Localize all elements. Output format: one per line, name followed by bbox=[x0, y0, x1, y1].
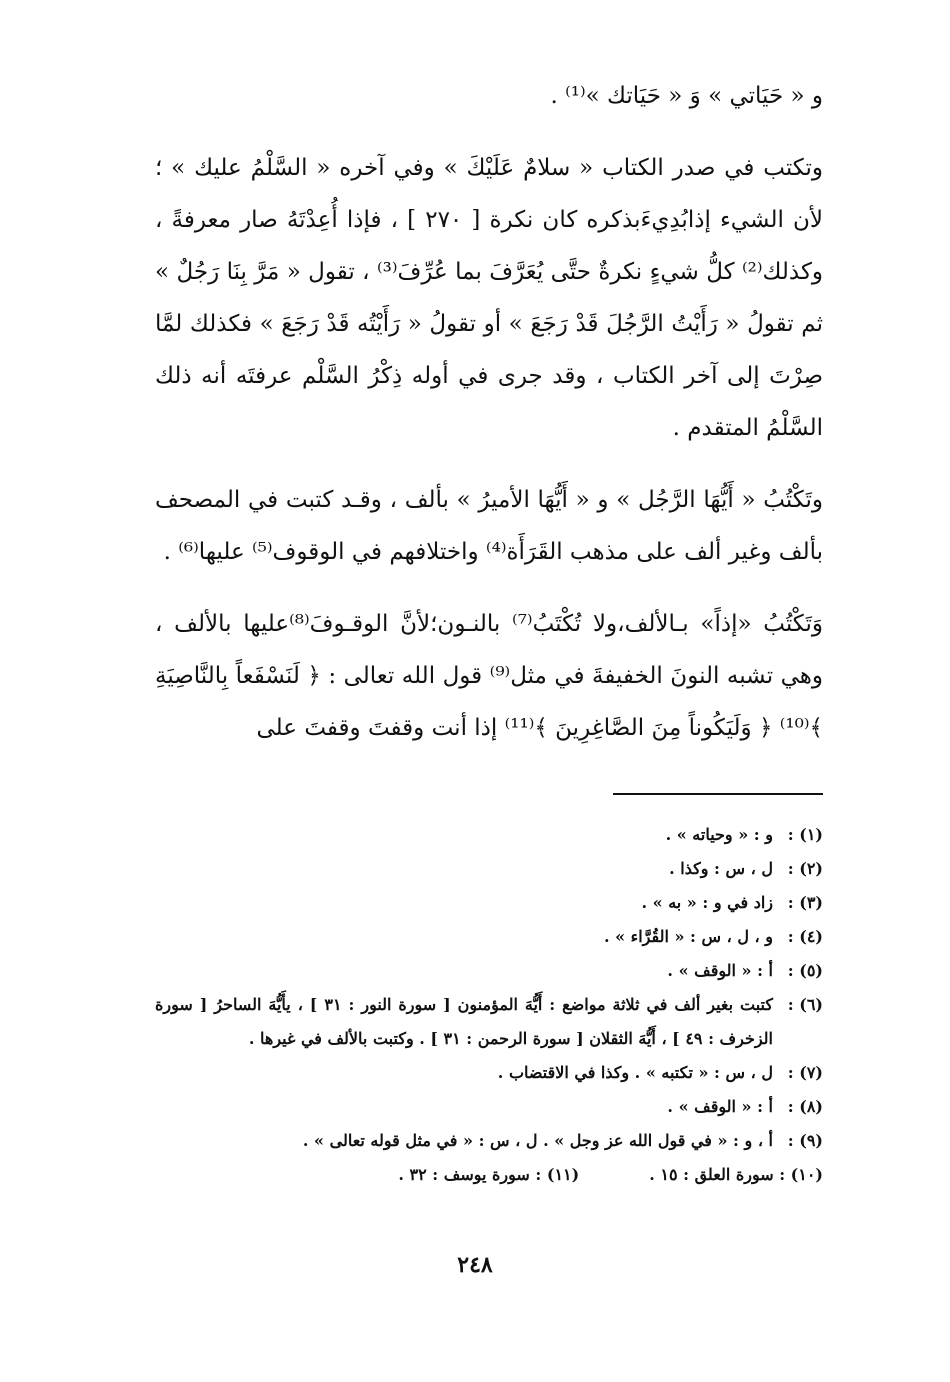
footnote-6 bbox=[155, 988, 823, 1056]
page-number: ٢٤٨ bbox=[457, 1252, 493, 1278]
footnote-text: زاد في و : « به » . bbox=[641, 893, 773, 912]
footnotes bbox=[155, 818, 823, 1192]
paragraph-4: وَتَكْتُبُ «إذاً» بـالألف،ولا تُكْتَبُ⁽⁷⁾ بالنـون؛لأنَّ الوقـوفَ⁽⁸⁾عليها بالألف ، وهي تشبه النونَ الخفيفةَ في مثل⁽⁹⁾ قول الله تعالى : ﴿ لَنَسْفَعاً بِالنَّاصِيَةِ ﴾⁽¹⁰⁾ ﴿ وَلَيَكُوناً مِنَ الصَّاغِرِينَ ﴾⁽¹¹⁾ إذا أنت وقفتَ وقفتَ على bbox=[155, 611, 824, 741]
footnote-9 bbox=[155, 1124, 823, 1158]
footnote-number: (٥) : bbox=[787, 961, 823, 980]
footnote-text: كتبت بغير ألف في ثلاثة مواضع : أَيُّهَ المؤمنون [ سورة النور : ٣١ ] ، يأَيُّهَ الساحرُ [ سورة الزخرف : ٤٩ ] ، أَيُّهَ الثقلان [ سورة الرحمن : ٣١ ] . وكتبت بالألف في غيرها . bbox=[155, 995, 773, 1048]
footnote-10-11 bbox=[155, 1158, 823, 1192]
footnote-number: (١٠) : bbox=[779, 1165, 823, 1184]
footnote-number: (٢) : bbox=[787, 859, 823, 878]
main-text bbox=[155, 70, 823, 754]
footnote-text: أ ، و : « في قول الله عز وجل » . ل ، س : « في مثل قوله تعالى » . bbox=[302, 1131, 773, 1150]
footnote-8 bbox=[155, 1090, 823, 1124]
footnote-number: (٨) : bbox=[787, 1097, 823, 1116]
footnote-text: سورة العلق : ١٥ . bbox=[649, 1165, 774, 1184]
footnote-1 bbox=[155, 818, 823, 852]
footnote-10 bbox=[649, 1158, 823, 1192]
footnote-number: (١١) : bbox=[535, 1165, 580, 1184]
footnote-number: (٩) : bbox=[787, 1131, 823, 1150]
footnote-text: ل ، س : وكذا . bbox=[669, 859, 773, 878]
footnote-3 bbox=[155, 886, 823, 920]
footnote-text: سورة يوسف : ٣٢ . bbox=[398, 1165, 530, 1184]
footnote-11 bbox=[398, 1158, 579, 1192]
footnote-5 bbox=[155, 954, 823, 988]
paragraph-2: وتكتب في صدر الكتاب « سلامٌ عَلَيْكَ » وفي آخره « السَّلْمُ عليك » ؛ لأن الشيء إذابُدِيءَبذكره كان نكرة [ ٢٧٠ ] ، فإذا أُعِدْتَهُ صار معرفةً ، وكذلك⁽²⁾ كلُّ شيءٍ نكرةٌ حتَّى يُعَرَّفَ بما عُرِّفَ⁽³⁾ ، تقول « مَرَّ بِنَا رَجُلٌ » ثم تقولُ « رَأَيْتُ الرَّجُلَ قَدْ رَجَعَ » أو تقولُ « رَأَيْتُه قَدْ رَجَعَ » فكذلك لمَّا صِرْتَ إلى آخر الكتاب ، وقد جرى في أوله ذِكْرُ السَّلْم عرفتَه أنه ذلك السَّلْمُ المتقدم . bbox=[155, 155, 824, 441]
footnote-text: و : « وحياته » . bbox=[665, 825, 773, 844]
footnote-number: (٧) : bbox=[787, 1063, 823, 1082]
footnote-number: (١) : bbox=[787, 825, 823, 844]
footnote-7 bbox=[155, 1056, 823, 1090]
footnote-4 bbox=[155, 920, 823, 954]
footnote-2 bbox=[155, 852, 823, 886]
paragraph-3: وتَكْتُبُ « أَيُّهَا الرَّجُل » و « أَيُّهَا الأميرُ » بألف ، وقـد كتبت في المصحف بألف وغير ألف على مذهب القَرَأَة⁽⁴⁾ واختلافهم في الوقوف⁽⁵⁾ عليها⁽⁶⁾ . bbox=[155, 487, 823, 565]
footnote-number: (٣) : bbox=[787, 893, 823, 912]
footnote-number: (٦) : bbox=[787, 995, 823, 1014]
footnote-text: و ، ل ، س : « القُرَّاء » . bbox=[603, 927, 773, 946]
footnote-text: ل ، س : « تكتبه » . وكذا في الاقتضاب . bbox=[497, 1063, 773, 1082]
footnote-text: أ : « الوقف » . bbox=[667, 1097, 773, 1116]
paragraph-1: و « حَيَاتي » وَ « حَيَاتك »⁽¹⁾ . bbox=[550, 83, 823, 109]
footnote-divider bbox=[613, 793, 823, 795]
footnote-number: (٤) : bbox=[787, 927, 823, 946]
footnote-text: أ : « الوقف » . bbox=[667, 961, 773, 980]
